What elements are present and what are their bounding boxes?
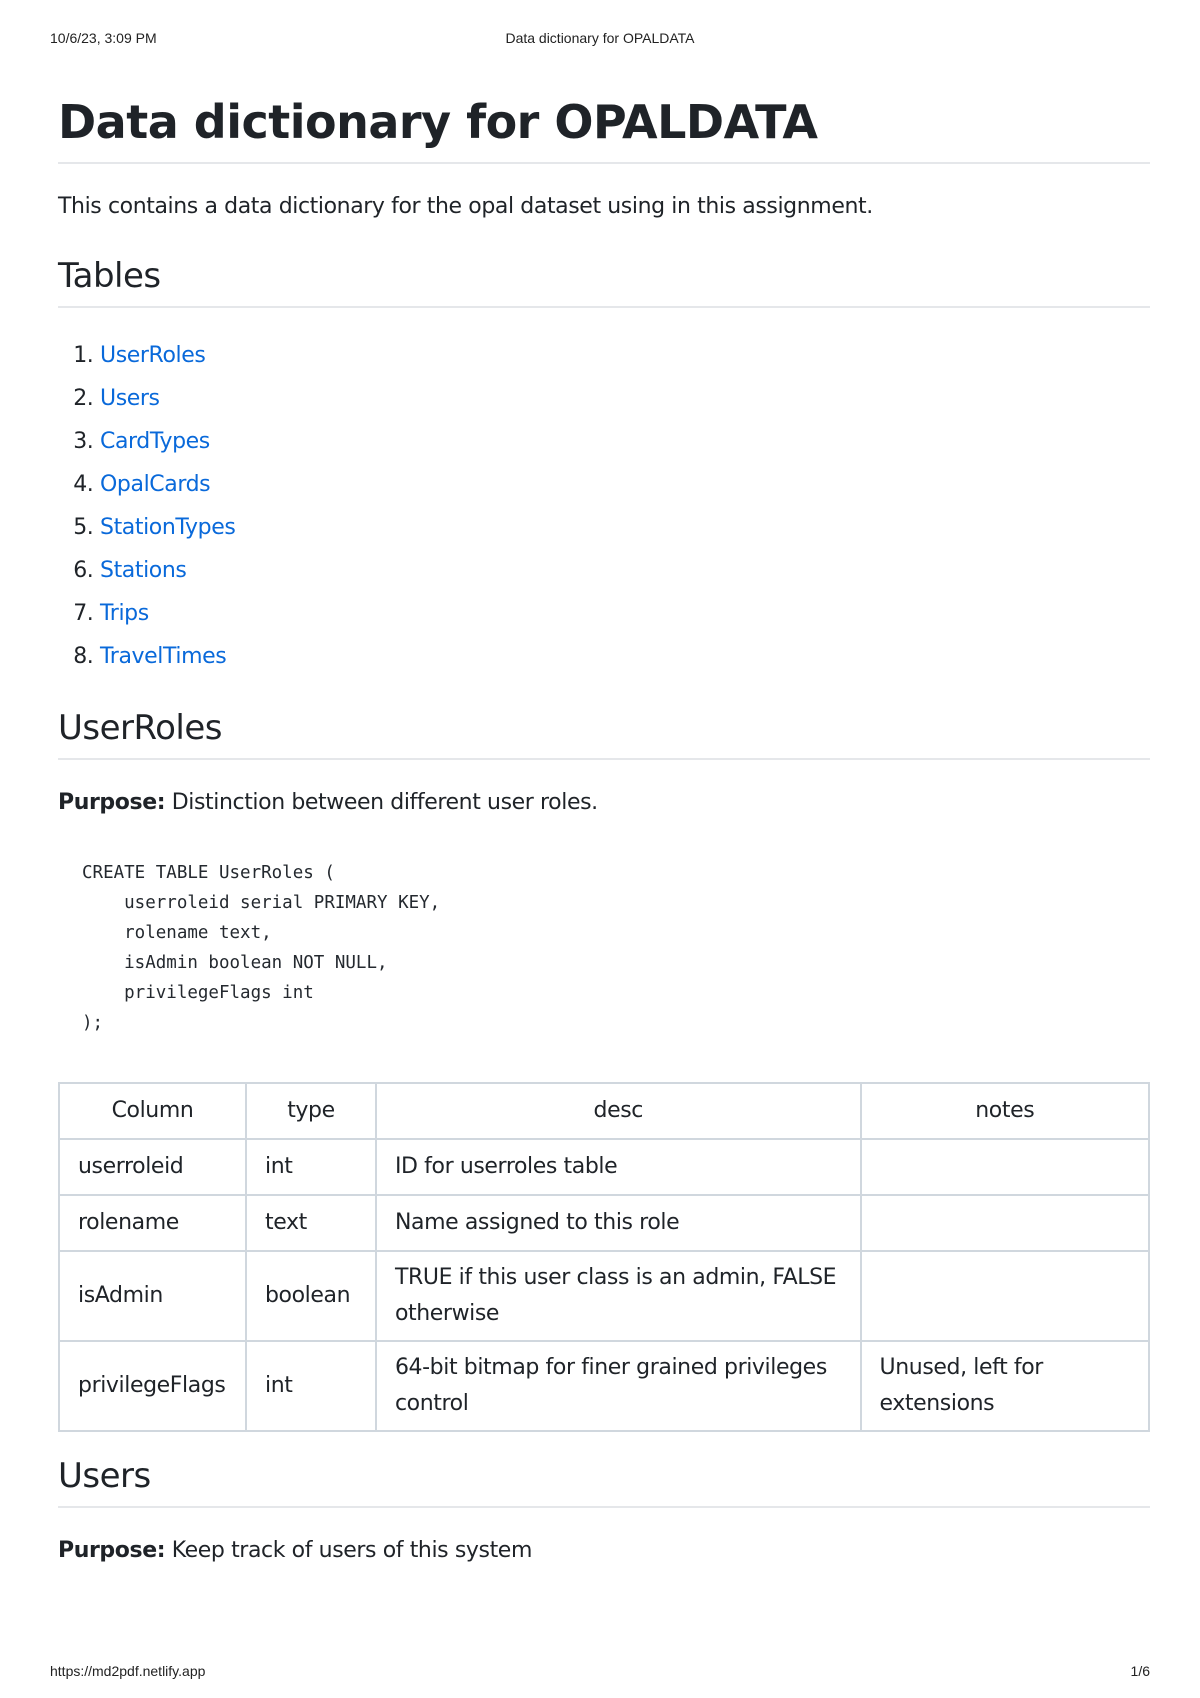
cell-desc: ID for userroles table: [376, 1139, 861, 1195]
users-heading: Users: [58, 1454, 1150, 1508]
list-item: [100, 334, 1150, 377]
cell-notes: Unused, left for extensions: [861, 1341, 1149, 1431]
cell-notes: [861, 1195, 1149, 1251]
column-header-notes: notes: [861, 1083, 1149, 1139]
toc-link-users[interactable]: Users: [100, 386, 160, 411]
cell-type: int: [246, 1139, 376, 1195]
page-title: Data dictionary for OPALDATA: [58, 92, 1150, 164]
list-item: [100, 420, 1150, 463]
cell-notes: [861, 1251, 1149, 1341]
list-item: [100, 377, 1150, 420]
list-item: [100, 506, 1150, 549]
toc-link-stationtypes[interactable]: StationTypes: [100, 515, 236, 540]
cell-type: text: [246, 1195, 376, 1251]
list-item: [100, 592, 1150, 635]
users-purpose: [58, 1508, 1150, 1566]
userroles-sql-code: CREATE TABLE UserRoles ( userroleid serial PRIMARY KEY, rolename text, isAdmin boolean NOT NULL, privilegeFlags int );: [82, 863, 441, 1033]
userroles-purpose: [58, 760, 1150, 818]
list-item: [100, 463, 1150, 506]
userroles-heading: UserRoles: [58, 706, 1150, 760]
print-footer: [0, 1663, 1200, 1683]
cell-column: rolename: [59, 1195, 246, 1251]
print-doc-title: Data dictionary for OPALDATA: [505, 30, 695, 46]
purpose-text: Distinction between different user roles.: [171, 790, 598, 815]
list-item: [100, 635, 1150, 678]
table-row: [59, 1251, 1149, 1341]
column-header-type: type: [246, 1083, 376, 1139]
cell-type: boolean: [246, 1251, 376, 1341]
toc-link-opalcards[interactable]: OpalCards: [100, 472, 211, 497]
print-url: https://md2pdf.netlify.app: [50, 1663, 206, 1679]
toc-link-cardtypes[interactable]: CardTypes: [100, 429, 210, 454]
table-row: [59, 1195, 1149, 1251]
userroles-table: [58, 1082, 1150, 1432]
document-content: [58, 92, 1150, 1566]
tables-heading: Tables: [58, 254, 1150, 308]
column-header-desc: desc: [376, 1083, 861, 1139]
column-header-column: Column: [59, 1083, 246, 1139]
table-row: [59, 1139, 1149, 1195]
toc-link-traveltimes[interactable]: TravelTimes: [100, 644, 227, 669]
cell-desc: TRUE if this user class is an admin, FALSE otherwise: [376, 1251, 861, 1341]
purpose-label: Purpose:: [58, 790, 166, 815]
table-header-row: [59, 1083, 1149, 1139]
cell-notes: [861, 1139, 1149, 1195]
cell-desc: 64-bit bitmap for finer grained privileges control: [376, 1341, 861, 1431]
toc-link-userroles[interactable]: UserRoles: [100, 343, 206, 368]
intro-paragraph: This contains a data dictionary for the opal dataset using in this assignment.: [58, 194, 873, 219]
cell-type: int: [246, 1341, 376, 1431]
purpose-label: Purpose:: [58, 1538, 166, 1563]
list-item: [100, 549, 1150, 592]
tables-list: [58, 334, 1150, 678]
cell-column: isAdmin: [59, 1251, 246, 1341]
cell-column: userroleid: [59, 1139, 246, 1195]
page-number: 1/6: [1130, 1663, 1150, 1679]
table-row: [59, 1341, 1149, 1431]
toc-link-stations[interactable]: Stations: [100, 558, 187, 583]
toc-link-trips[interactable]: Trips: [100, 601, 149, 626]
cell-column: privilegeFlags: [59, 1341, 246, 1431]
cell-desc: Name assigned to this role: [376, 1195, 861, 1251]
purpose-text: Keep track of users of this system: [171, 1538, 532, 1563]
print-header: [0, 30, 1200, 50]
print-datetime: 10/6/23, 3:09 PM: [50, 30, 157, 46]
